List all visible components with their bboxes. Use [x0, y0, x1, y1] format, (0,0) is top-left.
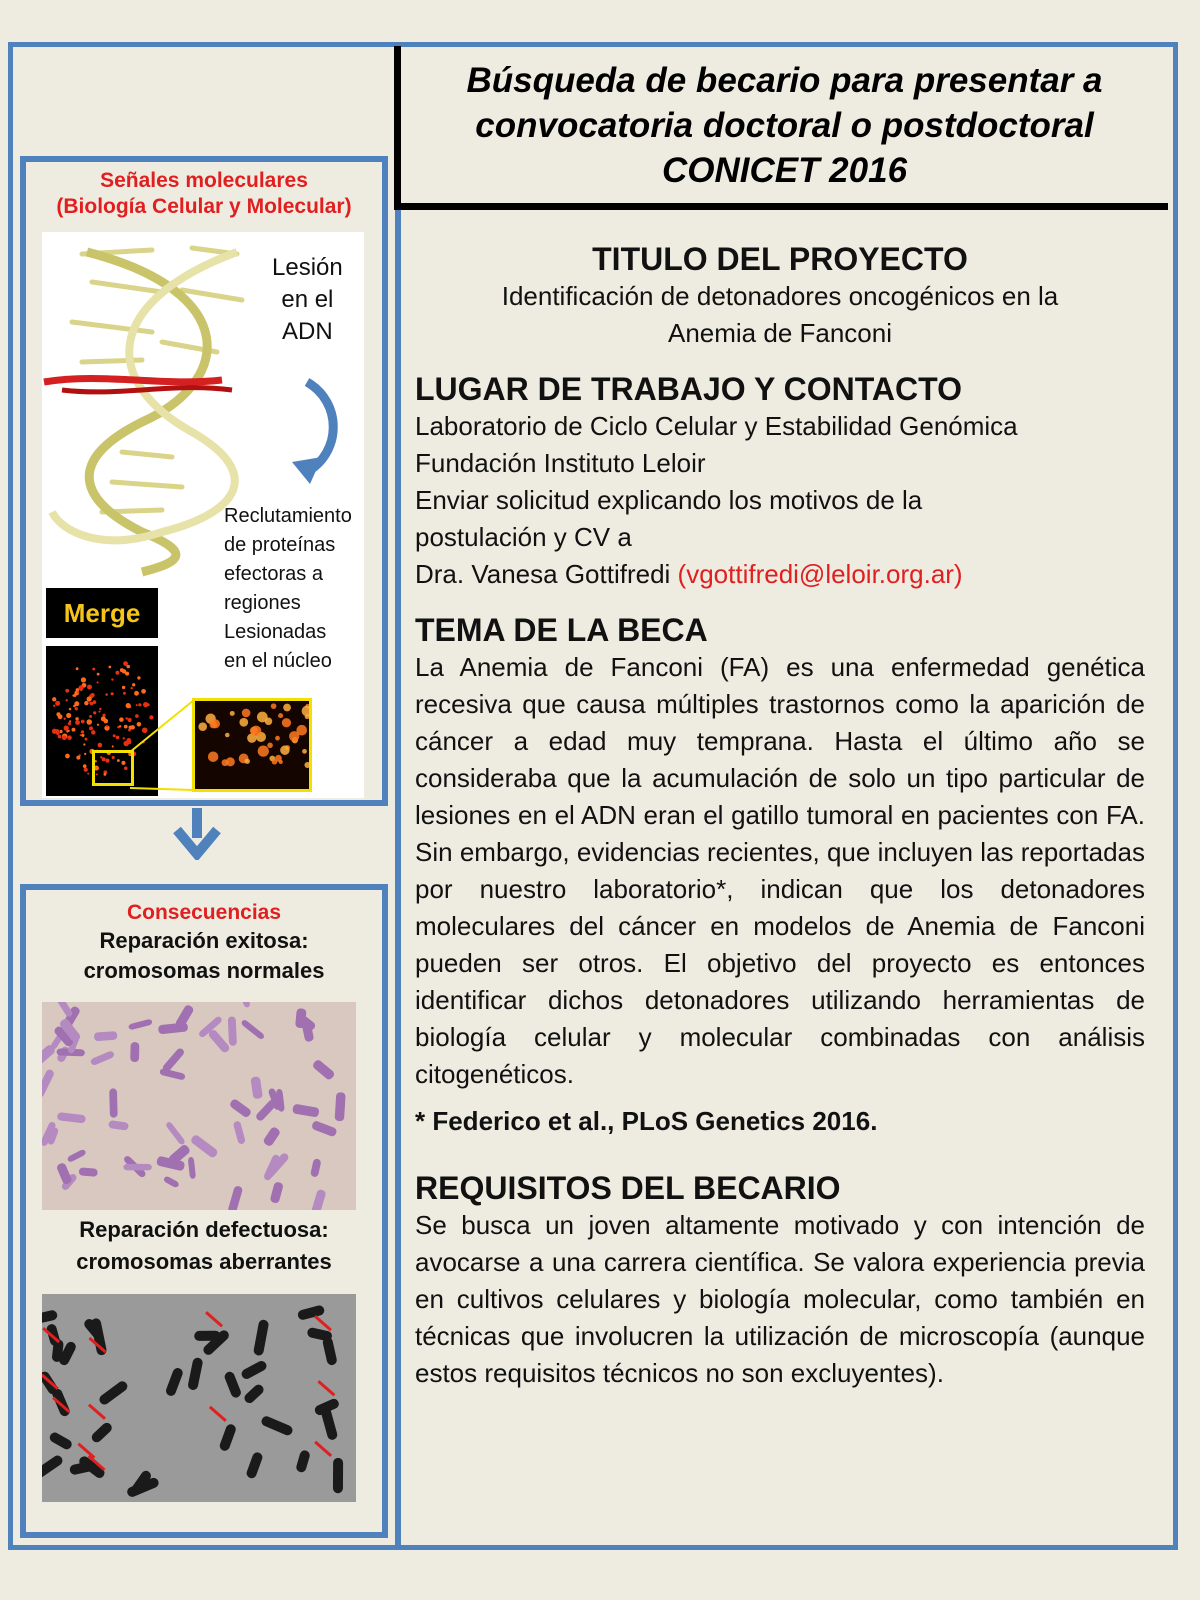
zoom-focus	[239, 718, 248, 727]
aberration-arrow	[318, 1381, 334, 1395]
zoom-focus	[279, 760, 283, 764]
zoom-focus	[304, 762, 310, 768]
chromosome	[218, 1423, 237, 1452]
zoomed-foci-image	[192, 698, 312, 792]
aberration-arrow	[315, 1316, 331, 1330]
zoom-focus	[305, 714, 310, 719]
zoom-focus	[258, 745, 269, 756]
chromosome	[207, 1028, 231, 1053]
requirements-text: Se busca un joven altamente motivado y con intención de avocarse a una carrera científica. Se valora experiencia previa en cultivos celulares y biología molecular, como también en técnicas que involucren la utilización de microscopía (aunque estos requisitos técnicos no son excluyentes).	[415, 1210, 1145, 1388]
topic-heading: TEMA DE LA BECA	[415, 612, 708, 648]
chromosome	[311, 1120, 338, 1137]
chromosome	[188, 1157, 196, 1179]
zoom-focus	[225, 733, 230, 738]
poster-title	[394, 46, 1168, 210]
zoom-focus	[278, 713, 283, 718]
lesion-line-2: en el	[281, 286, 334, 313]
chromosome	[130, 1042, 139, 1062]
workplace-heading: LUGAR DE TRABAJO Y CONTACTO	[415, 371, 962, 407]
zoom-focus	[245, 759, 250, 764]
zoom-focus	[283, 704, 291, 712]
chromosome	[109, 1088, 117, 1118]
chromosome	[52, 1002, 74, 1018]
heading-line-1: Señales moleculares	[100, 169, 308, 192]
zoom-focus	[271, 703, 277, 709]
aberration-arrow	[315, 1442, 331, 1456]
column-divider	[395, 210, 401, 1550]
chromosome	[310, 1158, 322, 1177]
chromosome	[108, 1120, 129, 1131]
zoom-focus	[242, 709, 251, 718]
zoom-focus	[230, 711, 235, 716]
defect-label	[26, 1214, 382, 1278]
chromosome	[311, 1059, 335, 1081]
defect-line-2: cromosomas aberrantes	[76, 1249, 332, 1274]
chromosome	[242, 1383, 265, 1405]
chromosome	[165, 1367, 185, 1398]
consequences-heading: Consecuencias	[126, 901, 282, 924]
aberrant-chromosomes	[42, 1294, 356, 1502]
contact-email-link[interactable]: (vgottifredi@leloir.org.ar)	[677, 559, 963, 589]
aberration-arrow	[89, 1405, 105, 1419]
chromosome	[165, 1121, 186, 1146]
project-heading: TITULO DEL PROYECTO	[592, 241, 968, 277]
chromosome	[253, 1319, 269, 1356]
workplace-line-1: Laboratorio de Ciclo Celular y Estabilidad Genómica	[415, 411, 1018, 441]
aberration-arrow	[206, 1312, 222, 1326]
title-line-3: CONICET 2016	[661, 151, 908, 190]
chromosome	[229, 1098, 253, 1119]
contact-name: Dra. Vanesa Gottifredi	[415, 559, 671, 589]
zoom-focus	[250, 727, 258, 735]
chromosome	[97, 1379, 129, 1406]
requirements-heading: REQUISITOS DEL BECARIO	[415, 1170, 841, 1206]
molecular-signals-heading	[26, 168, 382, 220]
defect-line-1: Reparación defectuosa:	[79, 1217, 329, 1242]
merge-label: Merge	[46, 588, 158, 638]
chromosome	[236, 1002, 251, 1008]
zoom-focus	[275, 736, 280, 741]
consequences-panel	[20, 884, 388, 1538]
chromosome	[228, 1016, 237, 1046]
chromosome	[335, 1092, 346, 1121]
chromosome	[322, 1336, 338, 1366]
chromosome	[233, 1120, 246, 1144]
chromosome	[270, 1181, 284, 1204]
zoom-focus	[211, 719, 220, 728]
project-title-line-2: Anemia de Fanconi	[667, 318, 893, 348]
dna-figure	[42, 232, 364, 798]
zoom-focus	[265, 717, 273, 725]
chromosome	[295, 1449, 311, 1473]
workplace-line-2: Fundación Instituto Leloir	[415, 448, 706, 478]
zoom-focus	[296, 725, 307, 736]
recruit-line: efectoras a	[224, 563, 323, 585]
aberration-arrow	[210, 1407, 226, 1421]
chromosome	[223, 1370, 242, 1399]
chromosome	[42, 1068, 55, 1098]
zoom-focus	[272, 759, 277, 764]
chromosome	[56, 1162, 73, 1185]
chromosome	[240, 1359, 268, 1380]
project-title-line-1: Identificación de detonadores oncogénicos en la	[501, 281, 1059, 311]
chromosome	[262, 1126, 281, 1148]
zoom-focus	[280, 745, 290, 755]
chromosome	[94, 1031, 118, 1041]
zoom-focus	[226, 757, 235, 766]
chromosome	[310, 1189, 326, 1210]
workplace-line-3: Enviar solicitud explicando los motivos de la	[415, 485, 923, 515]
chromosome	[159, 1068, 186, 1081]
molecular-signals-panel	[20, 156, 388, 806]
chromosome	[297, 1304, 326, 1320]
chromosome	[79, 1167, 98, 1177]
recruit-line: en el núcleo	[224, 650, 332, 672]
zoom-focus	[267, 743, 273, 749]
normal-chromosomes	[42, 1002, 356, 1210]
zoom-focus	[282, 718, 291, 727]
aberrant-chromosomes-image	[42, 1294, 356, 1502]
chromosome	[90, 1421, 114, 1445]
heading-line-2: (Biología Celular y Molecular)	[56, 195, 352, 218]
chromosome	[240, 1019, 265, 1041]
zoom-focus	[208, 751, 218, 761]
zoom-focus	[198, 722, 207, 731]
recruit-line: regiones	[224, 592, 301, 614]
aberration-arrow	[78, 1444, 94, 1458]
chromosome	[190, 1134, 219, 1159]
chromosome	[128, 1018, 153, 1030]
chromosome	[333, 1458, 343, 1493]
zoomed-foci	[195, 701, 312, 792]
chromosome	[245, 1451, 264, 1480]
chromosome	[45, 1323, 61, 1347]
title-line-1: Búsqueda de becario para presentar a	[466, 61, 1103, 100]
down-arrow-icon	[173, 808, 221, 860]
chromosome	[260, 1415, 294, 1437]
lesion-line-1: Lesión	[272, 254, 343, 281]
chromosome	[292, 1104, 320, 1118]
contact-line	[415, 556, 1145, 593]
workplace-line-4: postulación y CV a	[415, 522, 632, 552]
main-content	[415, 240, 1145, 1392]
chromosome	[163, 1175, 180, 1188]
chromosome	[227, 1185, 243, 1210]
reference-citation: * Federico et al., PLoS Genetics 2016.	[415, 1106, 878, 1136]
recruit-line: Reclutamiento	[224, 505, 352, 527]
chromosome	[187, 1357, 203, 1391]
chromosome	[42, 1309, 58, 1326]
chromosome	[66, 1149, 86, 1163]
recruit-line: Lesionadas	[224, 621, 327, 643]
chromosome	[90, 1050, 115, 1066]
lesion-line-3: ADN	[282, 318, 333, 345]
success-line-1: Reparación exitosa:	[99, 928, 309, 953]
chromosome	[123, 1164, 152, 1171]
chromosome	[42, 1454, 64, 1482]
success-line-2: cromosomas normales	[83, 958, 325, 983]
chromosome	[194, 1331, 220, 1341]
success-label	[26, 926, 382, 986]
normal-chromosomes-image	[42, 1002, 356, 1210]
chromosome	[48, 1431, 74, 1451]
recruit-line: de proteínas	[224, 534, 336, 556]
title-line-2: convocatoria doctoral o postdoctoral	[475, 106, 1094, 145]
chromosome	[250, 1076, 263, 1099]
chromosome	[320, 1406, 338, 1441]
chromosome	[57, 1112, 86, 1123]
chromosome	[158, 1022, 188, 1034]
topic-text: La Anemia de Fanconi (FA) es una enfermedad genética recesiva que causa múltiples trastornos como la aparición de cáncer a edad muy temprana. Hasta el último año se consideraba que la acumulación de solo un tipo particular de lesiones en el ADN eran el gatillo tumoral en pacientes con FA. Sin embargo, evidencias recientes, que incluyen las reportadas por nuestro laboratorio*, indican que los detonadores moleculares del cáncer en modelos de Anemia de Fanconi pueden ser otros. El objetivo del proyecto es entonces identificar dichos detonadores utilizando herramientas de biología celular y molecular combinadas con análisis citogenéticos.	[415, 652, 1145, 1089]
zoom-focus	[302, 749, 307, 754]
